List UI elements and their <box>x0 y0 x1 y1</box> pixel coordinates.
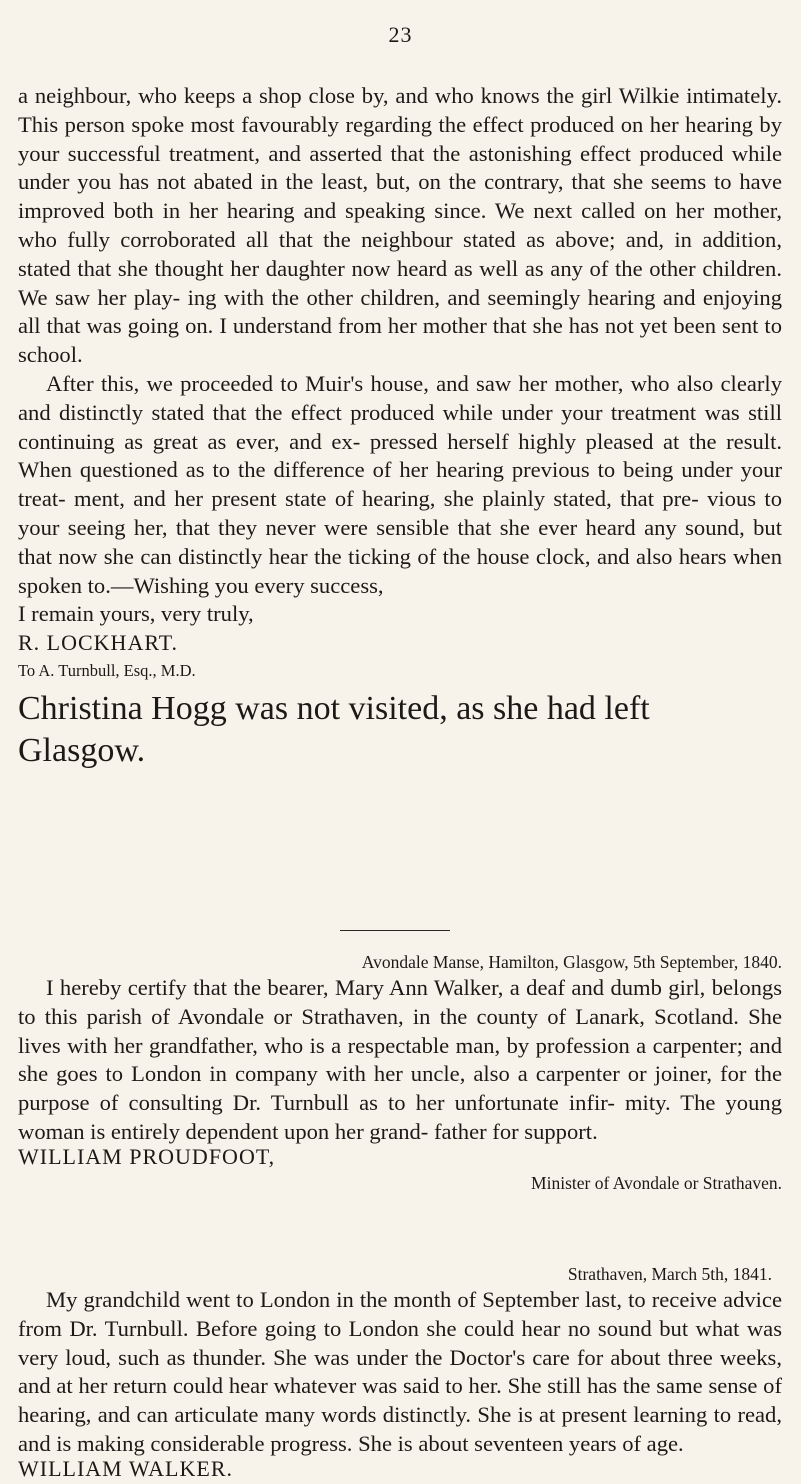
letter2-dateline: Avondale Manse, Hamilton, Glasgow, 5th September, 1840. <box>361 952 782 972</box>
letter1-addressee: To A. Turnbull, Esq., M.D. <box>18 660 196 680</box>
letter1-paragraph-2: After this, we proceeded to Muir's house, and saw her mother, who also clearly and distinctly stated that the effect produced while under your treatment was still continuing as great as ever, and ex- pressed herself highly pleased at the result. When questioned as to the difference of her hearing previous to being under your treat- ment, and her present state of hearing, she plainly stated, that pre- vious to your seeing her, that they never were sensible that she ever heard any sound, but that now she can distinctly hear the ticking of the house clock, and also hears when spoken to.—Wishing you every success, <box>18 370 782 598</box>
letter3-signature: WILLIAM WALKER. <box>18 1455 233 1481</box>
letter-proudfoot <box>18 950 782 1194</box>
section-divider <box>340 930 450 931</box>
letter1-paragraph-1: a neighbour, who keeps a shop close by, and who knows the girl Wilkie intimately. This person spoke most favourably regarding the effect produced on her hearing by your successful treatment, and asserted that the astonishing effect produced while under you has not abated in the least, but, on the contrary, that she seems to have improved both in her hearing and speaking since. We next called on her mother, who fully corroborated all that the neighbour stated as above; and, in addition, stated that she thought her daughter now heard as well as any of the other children. We saw her play- ing with the other children, and seemingly hearing and enjoying all that was going on. I understand from her mother that she has not yet been sent to school. <box>18 83 782 368</box>
letter2-signature: WILLIAM PROUDFOOT, <box>18 1143 276 1169</box>
letter1-signature: R. LOCKHART. <box>18 630 178 656</box>
letter3-dateline: Strathaven, March 5th, 1841. <box>567 1264 772 1284</box>
letter-lockhart <box>18 82 782 772</box>
letter2-body: I hereby certify that the bearer, Mary Ann Walker, a deaf and dumb girl, belongs to this parish of Avondale or Strathaven, in the county of Lanark, Scotland. She lives with her grandfather, who is a respectable man, by profession a carpenter; and she goes to London in company with her uncle, also a carpenter or joiner, for the purpose of consulting Dr. Turnbull as to her unfortunate infir- mity. The young woman is entirely dependent upon her grand- father for support. <box>18 975 782 1144</box>
letter1-closing: I remain yours, very truly, <box>18 601 254 627</box>
letter2-title: Minister of Avondale or Strathaven. <box>531 1172 782 1193</box>
heading-note: Christina Hogg was not visited, as she had left Glasgow. <box>18 689 650 769</box>
page-number: 23 <box>388 22 413 47</box>
letter-walker <box>18 1262 782 1484</box>
letter3-body: My grandchild went to London in the month of September last, to receive advice from Dr. Turnbull. Before going to London she could hear no sound but what was very loud, such as thunder. She was under the Doctor's care for about three weeks, and at her return could hear whatever was said to her. She still has the same sense of hearing, and can articulate many words distinctly. She is at present learning to read, and is making considerable progress. She is about seventeen years of age. <box>18 1287 782 1456</box>
